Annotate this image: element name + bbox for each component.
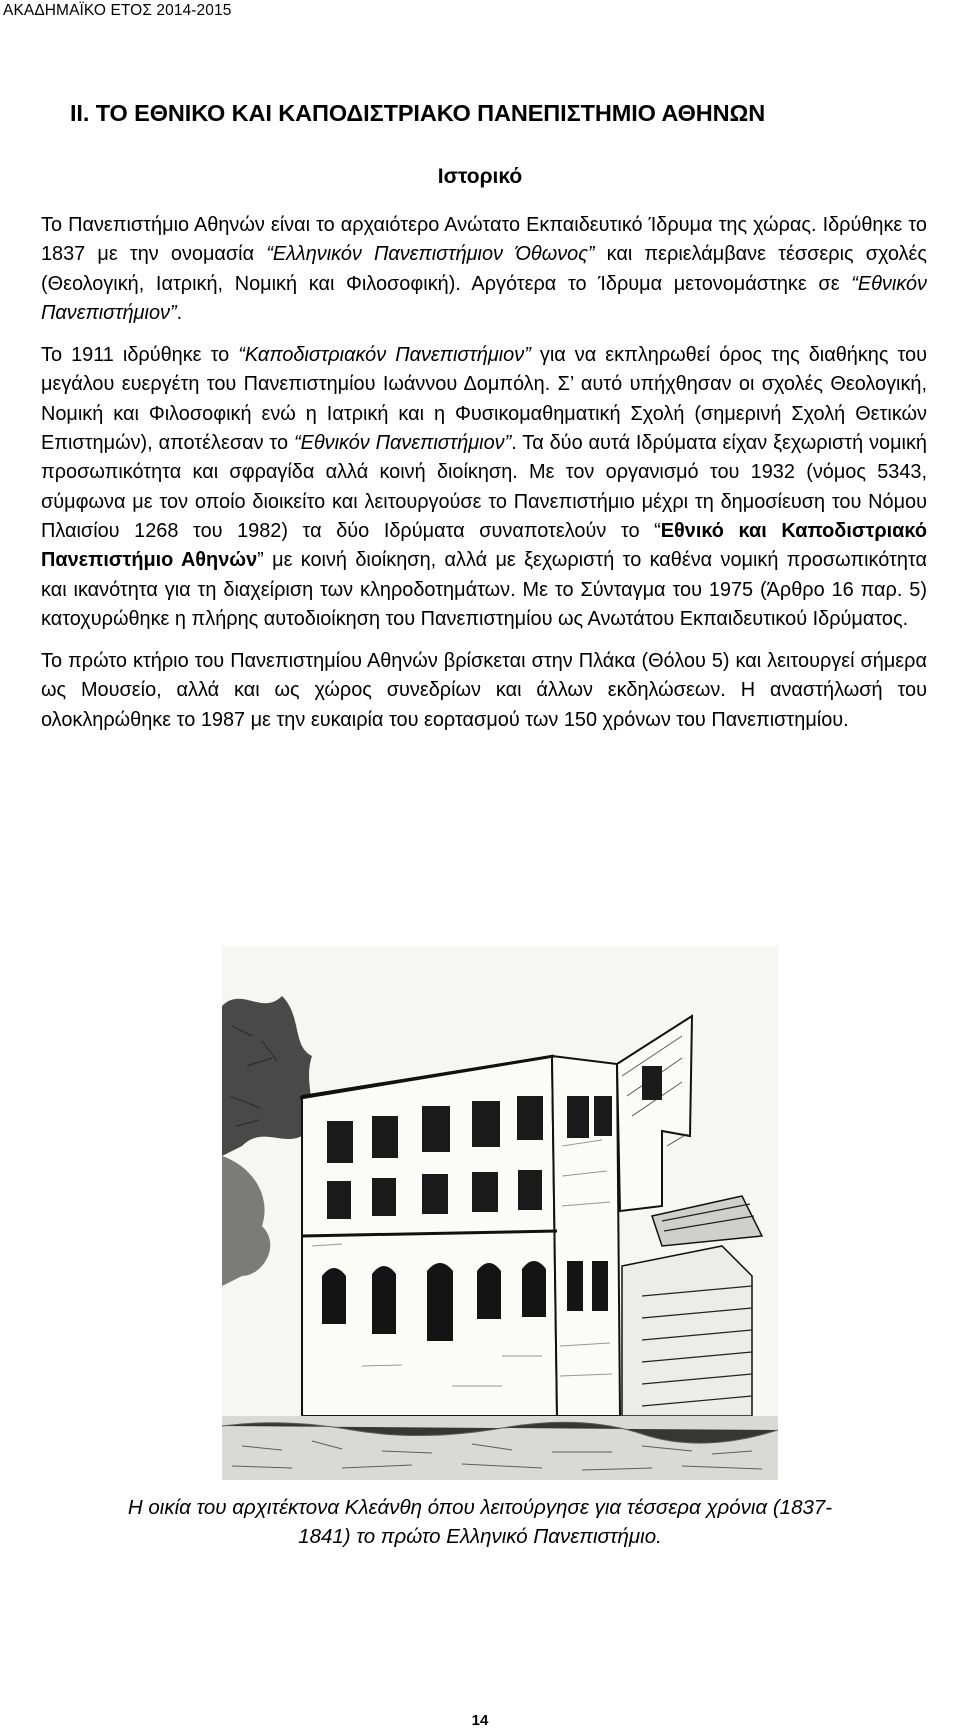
italic-name-ethnikon: “Εθνικόν Πανεπιστήμιον”: [41, 272, 927, 324]
text-run: και περιελάμβανε τέσσερις σχολές (Θεολογική, Ιατρική, Νομική και Φιλοσοφική). Αργότερα το Ίδρυμα μετονομάστηκε σε: [41, 243, 927, 295]
italic-name-kapodistriakon: “Καποδιστριακόν Πανεπιστήμιον”: [238, 344, 531, 367]
italic-name-othonos: “Ελληνικόν Πανεπιστήμιον Όθωνος”: [266, 243, 595, 266]
section-title: Ιστορικό: [437, 165, 523, 188]
caption-line-1: Η οικία του αρχιτέκτονα Κλεάνθη όπου λειτούργησε για τέσσερα χρόνια (1837-: [127, 1496, 833, 1519]
text-run: Το πρώτο κτήριο του Πανεπιστημίου Αθηνών βρίσκεται στην Πλάκα (Θόλου 5) και λειτουργεί σήμερα ως Μουσείο, αλλά και ως χώρος συνεδρίων και άλλων εκδηλώσεων. Η αναστήλωσή του ολοκληρώθηκε το 1987 με την ευκαιρία του εορτασμού των 150 χρόνων του Πανεπιστημίου.: [41, 650, 927, 731]
page-number: 14: [471, 1712, 489, 1729]
building-sketch-figure: [222, 946, 778, 1480]
running-header: ΑΚΑΔΗΜΑΪΚΟ ΕΤΟΣ 2014-2015: [3, 2, 232, 19]
text-run: ” με κοινή διοίκηση, αλλά με ξεχωριστή το καθένα νομική προσωπικότητα και ικανότητα για τη διαχείριση των κληροδοτημάτων. Με το Σύνταγμα του 1975 (Άρθρο 16 παρ. 5) κατοχυρώθηκε η πλήρης αυτοδιοίκηση του Πανεπιστημίου ως Ανωτάτου Εκπαιδευτικού Ιδρύματος.: [41, 549, 928, 630]
text-run: .: [176, 301, 183, 324]
building-sketch-illustration: [222, 946, 778, 1480]
figure-caption: [30, 1494, 930, 1551]
body-text: [41, 211, 927, 735]
text-run: Το 1911 ιδρύθηκε το: [41, 344, 239, 367]
bold-university-name: Εθνικό και Καποδιστριακό Πανεπιστήμιο Αθηνών: [41, 519, 927, 572]
text-run: Το Πανεπιστήμιο Αθηνών είναι το αρχαιότερο Ανώτατο Εκπαιδευτικό Ίδρυμα της χώρας. Ιδρύθηκε το 1837 με την ονομασία: [41, 214, 927, 266]
caption-line-2: 1841) το πρώτο Ελληνικό Πανεπιστήμιο.: [298, 1524, 662, 1548]
paragraph-kapodistriakon: [41, 341, 927, 634]
text-run: για να εκπληρωθεί όρος της διαθήκης του μεγάλου ευεργέτη του Πανεπιστημίου Ιωάννου Δομπόλη. Σ’ αυτό υπήχθησαν οι σχολές Θεολογική, Νομική και Φιλοσοφική ενώ η Ιατρική και η Φυσικομαθηματική Σχολή (σημερινή Σχολή Θετικών Επιστημών), αποτέλεσαν το: [41, 344, 928, 455]
italic-name-ethnikon-2: “Εθνικόν Πανεπιστήμιον”: [293, 432, 512, 455]
paragraph-first-building: [41, 647, 927, 735]
paragraph-history-founding: [41, 211, 927, 328]
chapter-title: II. ΤΟ ΕΘΝΙΚΟ ΚΑΙ ΚΑΠΟΔΙΣΤΡΙΑΚΟ ΠΑΝΕΠΙΣΤΗΜΙΟ ΑΘΗΝΩΝ: [70, 100, 766, 126]
text-run: . Τα δύο αυτά Ιδρύματα είχαν ξεχωριστή νομική προσωπικότητα και σφραγίδα αλλά κοινή διοίκηση. Με τον οργανισμό του 1932 (νόμος 5343, σύμφωνα με τον οποίο διοικείτο και λειτουργούσε το Πανεπιστήμιο μέχρι τη δημοσίευση του Νόμου Πλαισίου 1268 του 1982) τα δύο Ιδρύματα συναποτελούν το “: [41, 432, 927, 542]
